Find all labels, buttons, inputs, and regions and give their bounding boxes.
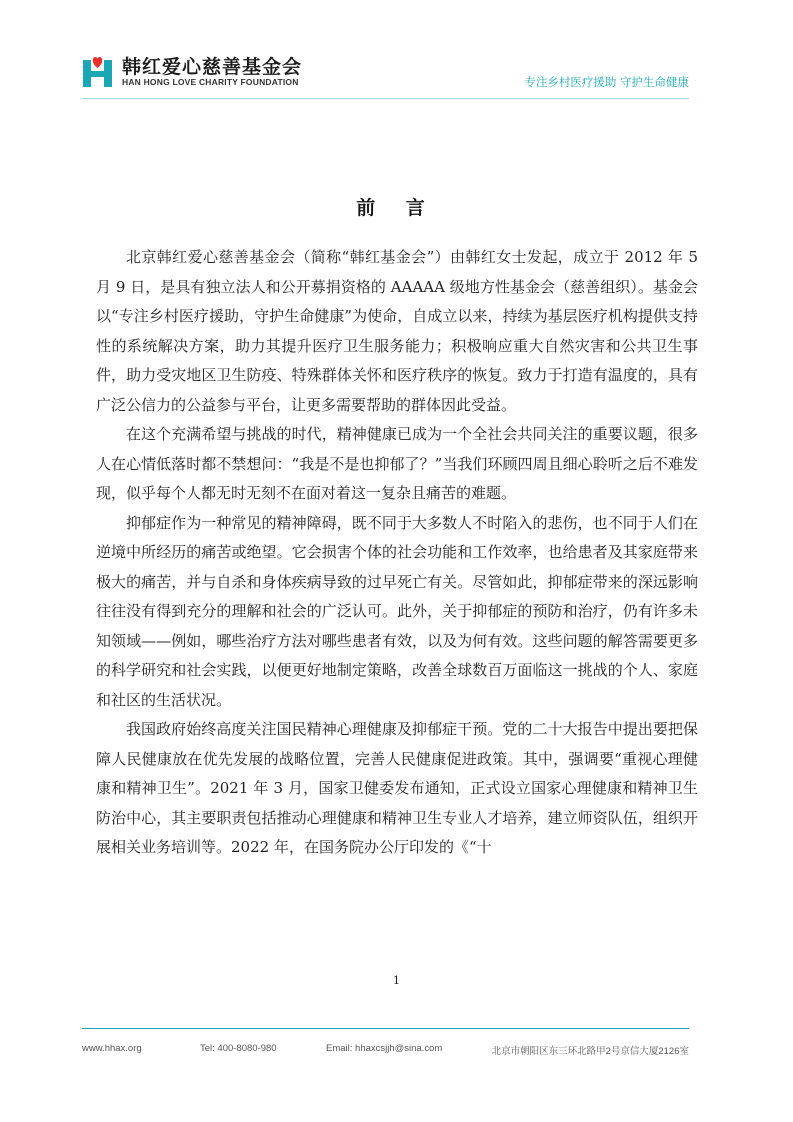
footer-tel: Tel: 400-8080-980 <box>200 1043 277 1054</box>
org-name-en: HAN HONG LOVE CHARITY FOUNDATION <box>122 77 299 87</box>
foundation-logo-icon <box>82 54 116 88</box>
header-divider <box>82 98 689 99</box>
footer-website: www.hhax.org <box>82 1043 142 1054</box>
body-paragraph: 北京韩红爱心慈善基金会（简称“韩红基金会”）由韩红女士发起，成立于 2012 年 5 月 9 日，是具有独立法人和公开募捐资格的 AAAAA 级地方性基金会（慈善组织）。基金会以“专注乡村医疗援助，守护生命健康”为使命，自成立以来，持续为基层医疗机构提供支持性的系统解决方案，助力其提升医疗卫生服务能力；积极响应重大自然灾害和公共卫生事件，助力受灾地区卫生防疫、特殊群体关怀和医疗秩序的恢复。致力于打造有温度的，具有广泛公信力的公益参与平台，让更多需要帮助的群体因此受益。 <box>96 248 698 414</box>
body-paragraph: 在这个充满希望与挑战的时代，精神健康已成为一个全社会共同关注的重要议题，很多人在心情低落时都不禁想问：“我是不是也抑郁了？”当我们环顾四周且细心聆听之后不难发现，似乎每个人都无时无刻不在面对着这一复杂且痛苦的难题。 <box>96 425 698 502</box>
page-header <box>82 50 689 94</box>
body-paragraph: 我国政府始终高度关注国民精神心理健康及抑郁症干预。党的二十大报告中提出要把保障人民健康放在优先发展的战略位置，完善人民健康促进政策。其中，强调要“重视心理健康和精神卫生”。2021 年 3 月，国家卫健委发布通知，正式设立国家心理健康和精神卫生防治中心，其主要职责包括推动心理健康和精神卫生专业人才培养，建立师资队伍，组织开展相关业务培训等。2022 年，在国务院办公厅印发的《“十 <box>96 720 698 856</box>
page-title: 前 言 <box>356 197 437 219</box>
body-paragraph: 抑郁症作为一种常见的精神障碍，既不同于大多数人不时陷入的悲伤，也不同于人们在逆境中所经历的痛苦或绝望。它会损害个体的社会功能和工作效率，也给患者及其家庭带来极大的痛苦，并与自杀和身体疾病导致的过早死亡有关。尽管如此，抑郁症带来的深远影响往往没有得到充分的理解和社会的广泛认可。此外，关于抑郁症的预防和治疗，仍有许多未知领域——例如，哪些治疗方法对哪些患者有效，以及为何有效。这些问题的解答需要更多的科学研究和社会实践，以便更好地制定策略，改善全球数百万面临这一挑战的个人、家庭和社区的生活状况。 <box>96 513 698 709</box>
org-name-cn: 韩红爱心慈善基金会 <box>122 56 303 78</box>
document-body <box>96 243 698 863</box>
header-slogan: 专注乡村医疗援助 守护生命健康 <box>524 75 689 89</box>
page-number: 1 <box>393 974 400 987</box>
footer-address: 北京市朝阳区东三环北路甲2号京信大厦2126室 <box>491 1046 689 1057</box>
footer-email: Email: hhaxcsjjh@sina.com <box>326 1043 443 1054</box>
footer-divider <box>82 1028 689 1029</box>
